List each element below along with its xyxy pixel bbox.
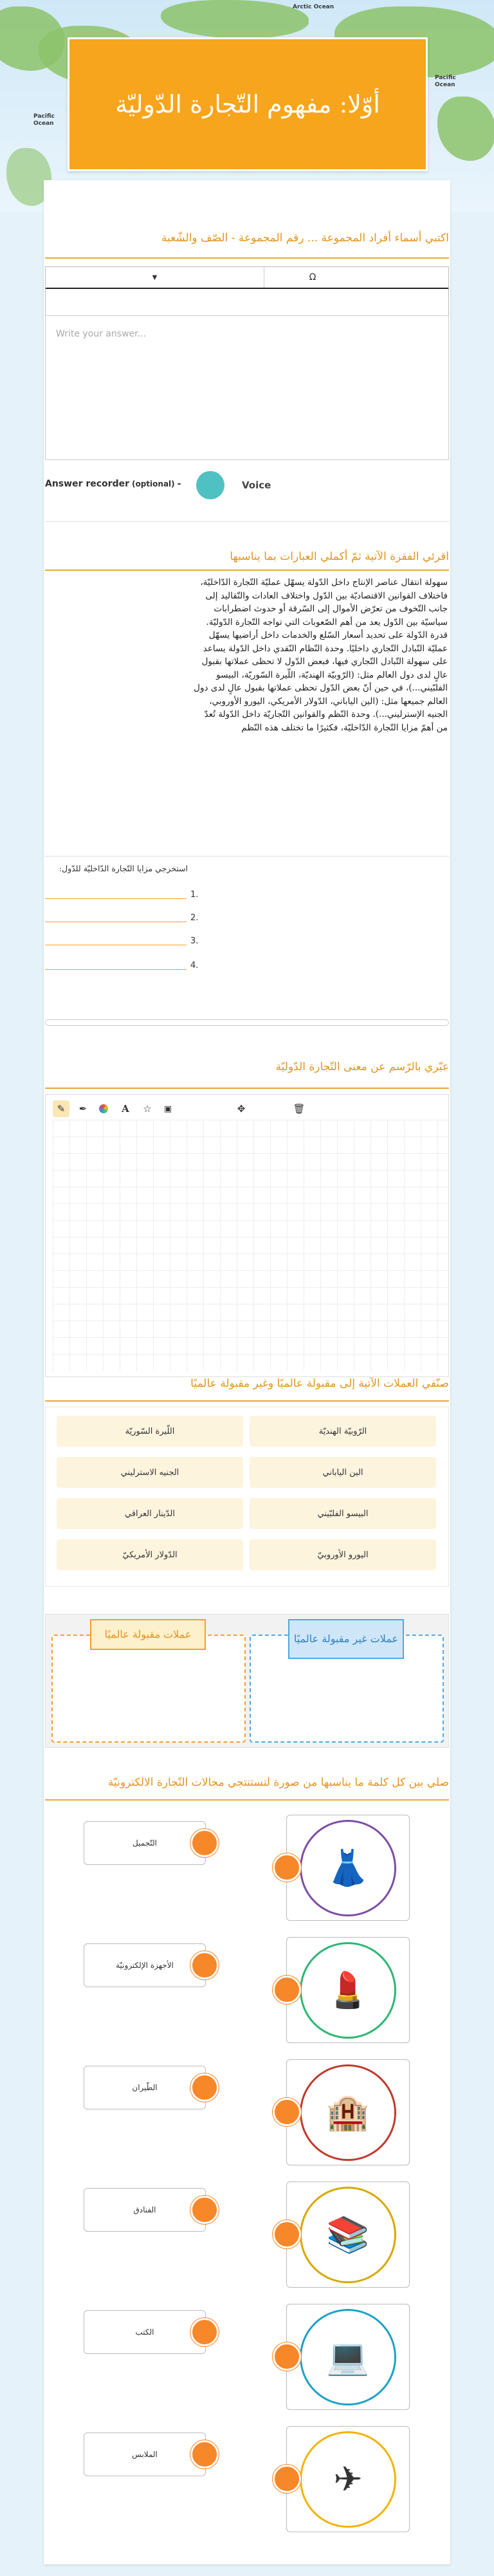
cosmetics-icon: 💄 xyxy=(326,1969,370,2010)
currency-chip[interactable]: اللّيرة السّوريّة xyxy=(57,1416,243,1447)
title-banner xyxy=(68,37,428,171)
drawing-toolbar xyxy=(49,1098,444,1120)
caret-down-icon: ▼ xyxy=(152,273,158,281)
currency-chip[interactable]: الرّوبيّة الهنديّة xyxy=(250,1416,436,1447)
text-box-divider xyxy=(45,1019,449,1026)
rich-text-editor xyxy=(45,266,449,320)
voice-record-button[interactable] xyxy=(196,471,224,499)
answer-line-3[interactable] xyxy=(45,934,198,947)
section-divider xyxy=(45,570,449,571)
map-label-arctic: Arctic Ocean xyxy=(293,4,334,10)
item-number: 4. xyxy=(190,960,199,970)
extract-question: استخرجي مزايا التّجارة الدّاخليّة للدّول: xyxy=(59,864,188,873)
omega-icon[interactable]: Ω xyxy=(309,272,316,283)
item-number: 1. xyxy=(190,889,199,900)
image-ring xyxy=(300,1820,396,1916)
match-image-connector[interactable] xyxy=(273,2220,301,2248)
item-number: 3. xyxy=(190,936,199,946)
drawing-section-title: عبّري بالرّسم عن معنى التّجارة الدّوليّة xyxy=(275,1061,449,1073)
star-icon[interactable]: ☆ xyxy=(143,1103,152,1115)
answer-textarea[interactable] xyxy=(45,315,449,460)
pen-icon[interactable]: ✒ xyxy=(78,1103,87,1115)
voice-label: Voice xyxy=(242,479,271,491)
group-section-title: اكتبي أسماء أفراد المجموعة ... رقم المجموعة - الصّف والشّعبة xyxy=(161,232,449,245)
section-divider xyxy=(45,1799,449,1801)
match-word-connector[interactable] xyxy=(190,2073,219,2102)
hotel-icon: 🏨 xyxy=(326,2091,370,2133)
match-image-connector[interactable] xyxy=(273,2098,301,2126)
reading-section-title: اقرئي الفقرة الآتية ثمّ أكملي العبارات بما يناسبها xyxy=(230,550,449,563)
airplane-image xyxy=(286,2426,410,2532)
text-icon[interactable]: A xyxy=(122,1103,129,1115)
match-word-card[interactable]: الملابس xyxy=(84,2432,206,2476)
page-title: أوّلا: مفهوم التّجارة الدّوليّة xyxy=(115,90,380,118)
cosmetics-image xyxy=(286,1937,410,2043)
answer-underline[interactable] xyxy=(45,890,187,899)
currency-section-title: صنّفي العملات الآتية إلى مقبولة عالميًا وغير مقبولة عالميًا xyxy=(190,1377,449,1390)
pencil-icon[interactable]: ✎ xyxy=(53,1100,69,1117)
matching-section-title: صلي بين كل كلمة ما يناسبها من صورة لتستنتجي مجالات التّجارة الالكترونيّة xyxy=(107,1776,449,1789)
currency-chip[interactable]: الين الياباني xyxy=(250,1457,436,1488)
map-label-pacific-left: Pacific Ocean xyxy=(33,113,55,127)
match-word-connector[interactable] xyxy=(190,1829,219,1857)
match-image-connector[interactable] xyxy=(273,2342,301,2371)
airplane-icon: ✈ xyxy=(333,2459,363,2499)
ribbon-not-accepted: عملات غير مقبولة عالميًا xyxy=(288,1619,404,1659)
section-divider xyxy=(45,1400,449,1402)
match-word-card[interactable]: التّجميل xyxy=(84,1821,206,1865)
drawing-canvas[interactable] xyxy=(53,1120,448,1371)
hotel-image xyxy=(286,2059,410,2165)
move-icon[interactable]: ✥ xyxy=(237,1103,246,1115)
editor-toolbar xyxy=(46,267,448,289)
match-image-connector[interactable] xyxy=(273,2465,301,2493)
answer-line-4[interactable] xyxy=(45,959,198,972)
answer-underline[interactable] xyxy=(45,913,187,922)
clothes-image xyxy=(286,1815,410,1921)
ribbon-accepted: عملات مقبولة عالميًا xyxy=(90,1619,206,1650)
answer-placeholder: Write your answer... xyxy=(56,329,146,339)
match-image-connector[interactable] xyxy=(273,1853,301,1882)
image-ring xyxy=(300,1942,396,2039)
item-number: 2. xyxy=(190,913,199,923)
map-label-pacific-right: Pacific Ocean xyxy=(435,75,456,88)
match-word-connector[interactable] xyxy=(190,2440,219,2469)
section-divider xyxy=(45,521,449,522)
format-dropdown[interactable] xyxy=(46,267,264,288)
recorder-optional: (optional) xyxy=(131,479,175,488)
clothes-icon: 👗 xyxy=(326,1847,370,1888)
currency-chip[interactable]: الدّولار الأمريكيّ xyxy=(57,1539,243,1570)
match-word-card[interactable]: الأجهزة الإلكترونيّة xyxy=(84,1943,206,1987)
section-divider xyxy=(45,1088,449,1089)
match-word-card[interactable]: الكتب xyxy=(84,2310,206,2354)
image-ring xyxy=(300,2187,396,2283)
currency-chip[interactable]: الجنيه الاسترليني xyxy=(57,1457,243,1488)
electronics-image xyxy=(286,2304,410,2410)
recorder-dash: - xyxy=(177,479,181,489)
section-divider xyxy=(45,856,449,857)
match-word-card[interactable]: الفنادق xyxy=(84,2188,206,2232)
books-icon: 📚 xyxy=(326,2214,370,2255)
image-ring xyxy=(300,2309,396,2405)
books-image xyxy=(286,2182,410,2288)
image-ring xyxy=(300,2431,396,2528)
recorder-label: Answer recorder xyxy=(45,479,129,489)
answer-line-2[interactable] xyxy=(45,911,198,924)
answer-underline[interactable] xyxy=(45,936,187,945)
currency-chip[interactable]: اليورو الأوروبيّ xyxy=(250,1539,436,1570)
match-word-connector[interactable] xyxy=(190,2318,219,2346)
image-icon[interactable]: ▣ xyxy=(163,1104,172,1114)
trash-icon[interactable]: 🗑 xyxy=(293,1103,306,1115)
match-word-connector[interactable] xyxy=(190,1951,219,1979)
answer-recorder xyxy=(45,479,181,489)
color-wheel-icon[interactable] xyxy=(95,1100,112,1117)
reading-paragraph: سهولة انتقال عناصر الإنتاج داخل الدّولة يسهّل عمليّة التّجارة الدّاخليّة، فاختلاف القوانين الاقتصاديّة بين الدّول واختلاف العادات والتّقاليد إلى جانب التّخوف من تعرّض الأموال إلى السّرقة أو حدوث اضطرابات سياسيّة بين الدّول يعد من أهم الصّعوبات التي تواجه التّجارة الدّوليّة. قدرة الدّولة على تحديد أسعار السّلع والخدمات داخل أراضيها يسهّل عمليّة التّبادل التّجاري داخليًا. وحدة النّظام النّقدي داخل الدّولة يساعد على سهولة التّبادل التّجاري فيها، فبعض الدّول لا تحظى عملاتها بقبول عالٍ لدى دول العالم مثل: (الرّوبيّة الهنديّة، اللّيرة السّوريّة، البيسو الفلبّيني...)، في حين أنّ بعض الدّول تحظى عملاتها بقبول عالٍ لدى دول العالم جميعها مثل: (الين الياباني، الدّولار الأمريكي، اليورو الأوروبي، الجنيه الإسترليني...). وحدة النّظم والقوانين التّجاريّة داخل الدّولة تُعدّ من أهمّ مزايا التّجارة الدّاخليّة، فكثيرًا ما تختلف هذه النّظم xyxy=(194,577,448,733)
electronics-icon: 💻 xyxy=(326,2336,370,2377)
currency-chip[interactable]: البيسو الفلبّيني xyxy=(250,1498,436,1529)
map-continent xyxy=(437,97,494,161)
dropzone-accepted[interactable] xyxy=(51,1635,246,1743)
answer-line-1[interactable] xyxy=(45,888,198,901)
map-continent xyxy=(161,0,309,39)
currency-chip[interactable]: الدّينار العراقي xyxy=(57,1498,243,1529)
match-word-card[interactable]: الطّيران xyxy=(84,2066,206,2109)
image-ring xyxy=(300,2064,396,2161)
section-divider xyxy=(45,257,449,259)
answer-underline[interactable] xyxy=(45,961,187,970)
match-word-connector[interactable] xyxy=(190,2196,219,2224)
match-image-connector[interactable] xyxy=(273,1976,301,2004)
